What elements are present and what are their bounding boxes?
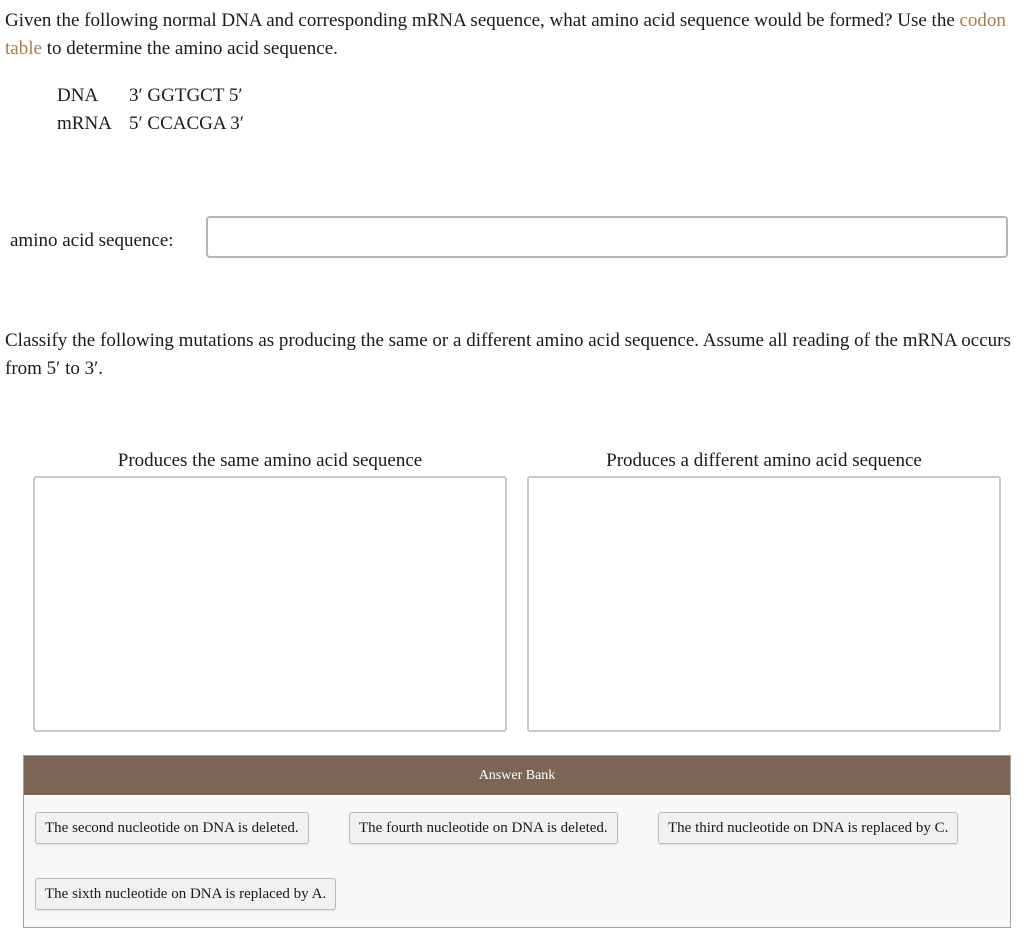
answer-chip-fourth-deleted[interactable]: The fourth nucleotide on DNA is deleted. xyxy=(349,812,618,844)
dna-row xyxy=(57,82,244,110)
different-sequence-header: Produces a different amino acid sequence xyxy=(606,450,922,471)
same-sequence-header: Produces the same amino acid sequence xyxy=(117,450,423,471)
mrna-label: mRNA xyxy=(57,113,112,134)
answer-chip-third-replaced[interactable]: The third nucleotide on DNA is replaced by C. xyxy=(658,812,958,844)
answer-bank xyxy=(23,755,1011,928)
question-2-text: Classify the following mutations as producing the same or a different amino acid sequence. Assume all reading of the mRNA occurs from 5′ to 3′. xyxy=(5,330,1011,379)
sequence-table xyxy=(57,82,244,138)
same-sequence-drop-zone[interactable] xyxy=(33,476,507,732)
mrna-row xyxy=(57,110,244,138)
amino-acid-input[interactable] xyxy=(206,216,1008,258)
dna-label: DNA xyxy=(57,85,99,106)
codon-table-link[interactable]: codon table xyxy=(5,10,1006,59)
answer-bank-title: Answer Bank xyxy=(24,756,1010,795)
amino-acid-label: amino acid sequence: xyxy=(10,230,174,251)
mrna-sequence: 5′ CCACGA 3′ xyxy=(129,113,244,134)
question-1-intro: Given the following normal DNA and corresponding mRNA sequence, what amino acid sequence would be formed? Use the xyxy=(5,10,960,31)
dna-sequence: 3′ GGTGCT 5′ xyxy=(129,85,243,106)
answer-chip-second-deleted[interactable]: The second nucleotide on DNA is deleted. xyxy=(35,812,309,844)
answer-chip-sixth-replaced[interactable]: The sixth nucleotide on DNA is replaced by A. xyxy=(35,878,336,910)
question-1-outro: to determine the amino acid sequence. xyxy=(41,38,338,59)
question-1-text xyxy=(5,7,1015,63)
different-sequence-drop-zone[interactable] xyxy=(527,476,1001,732)
